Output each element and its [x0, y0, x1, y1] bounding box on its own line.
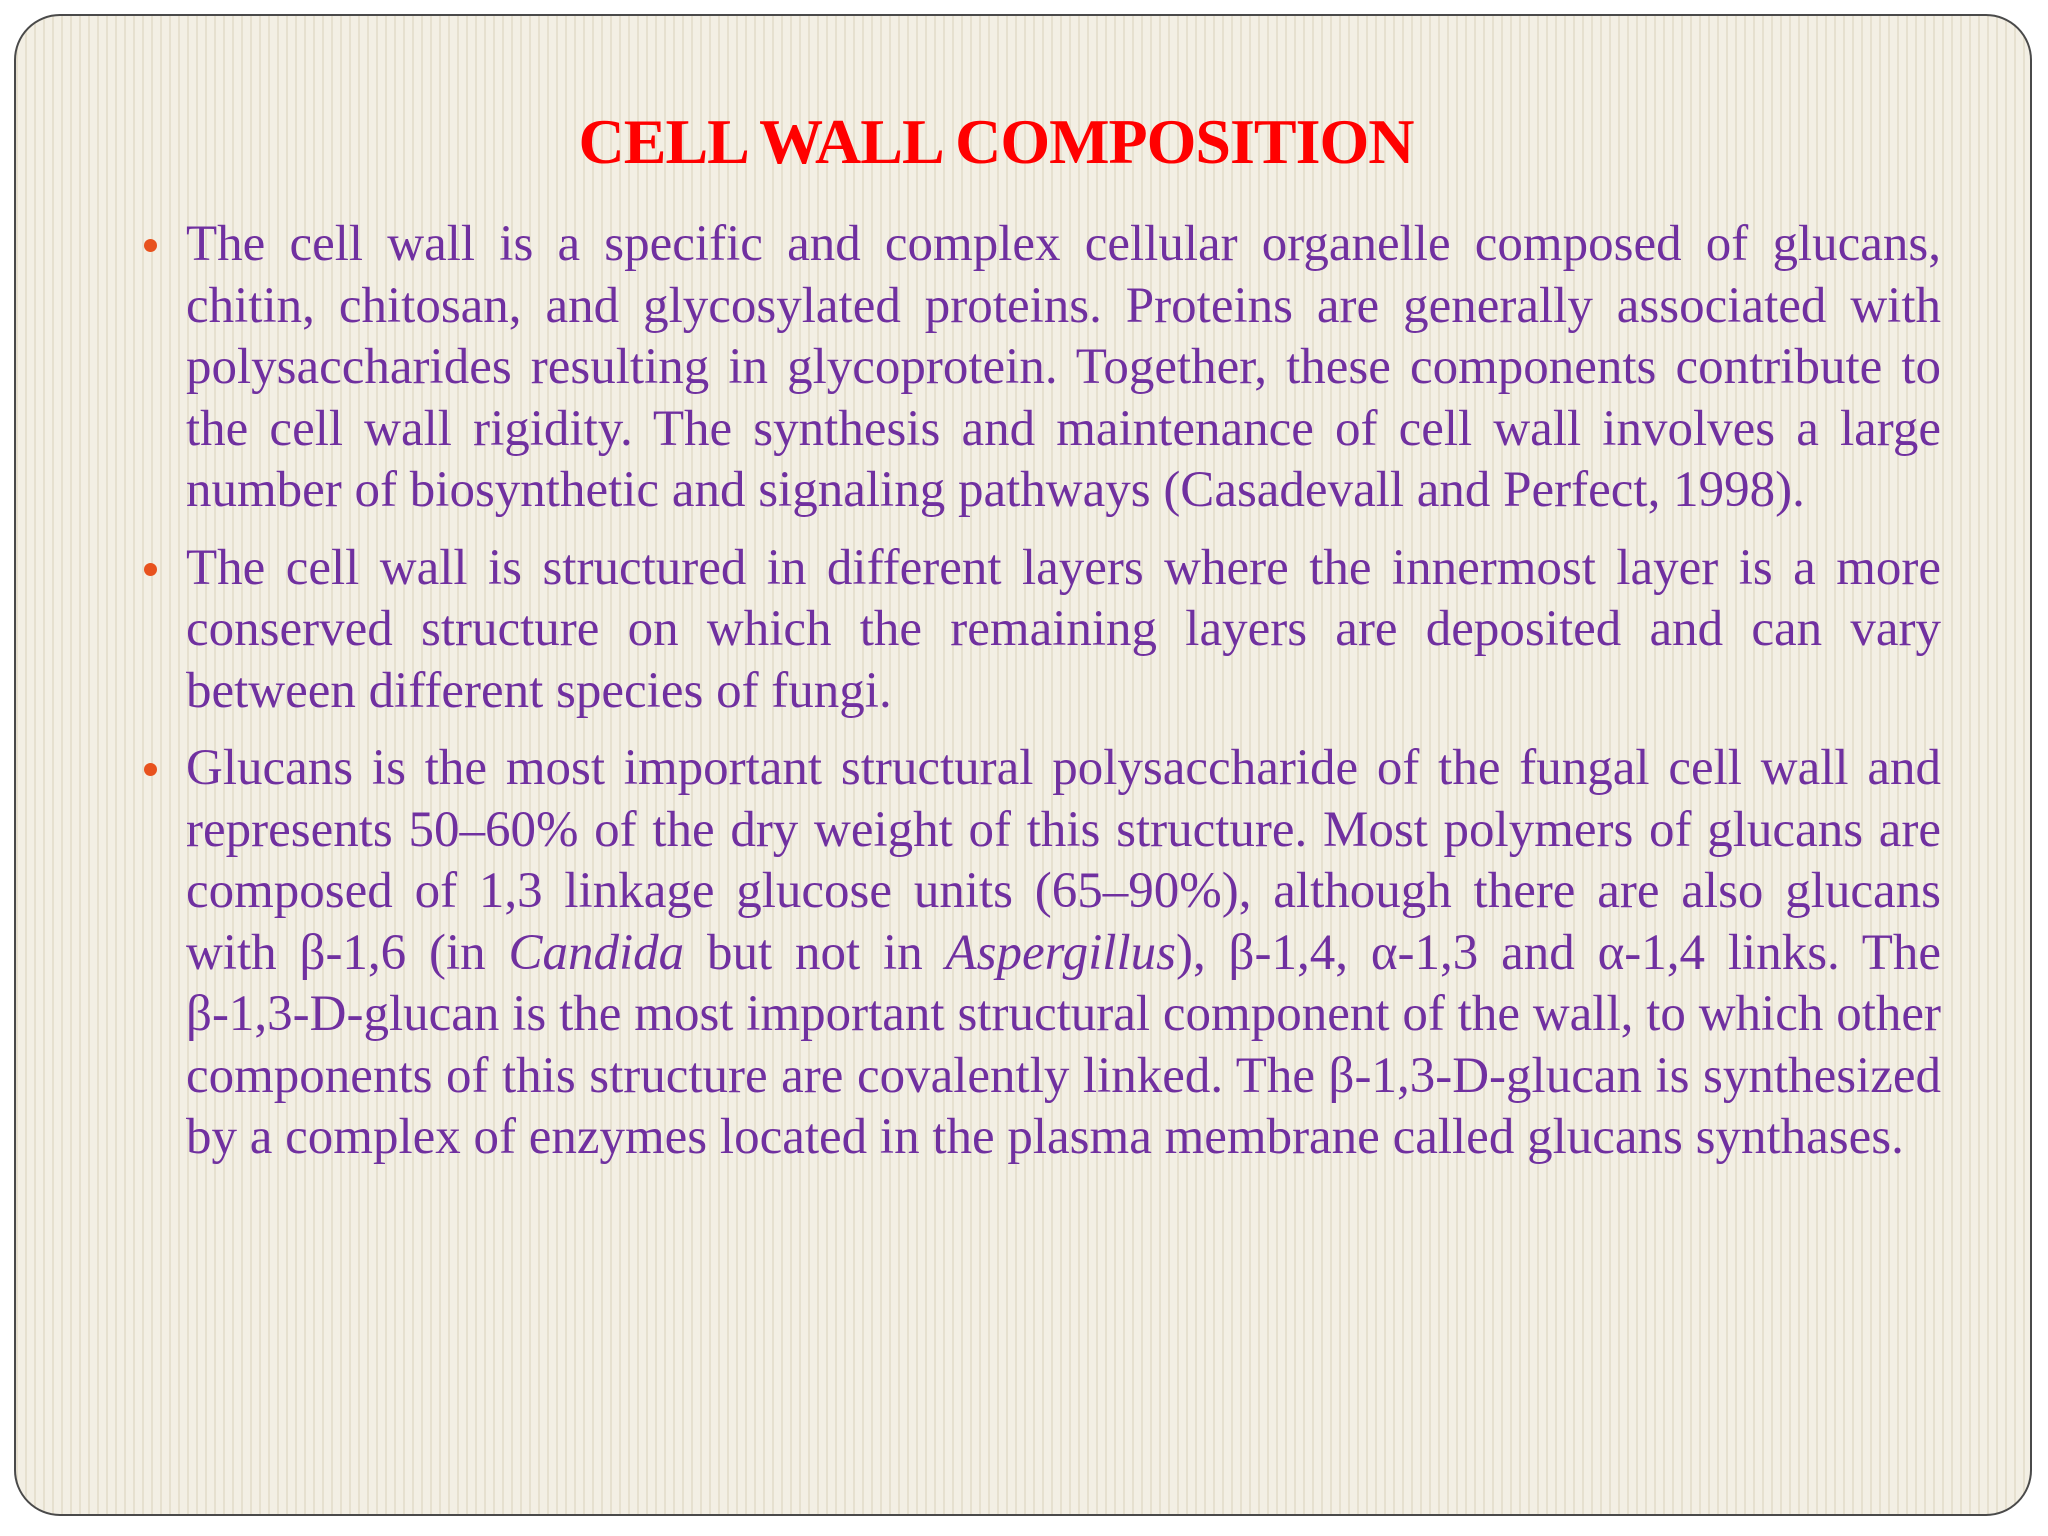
- slide-frame: [14, 14, 2032, 1516]
- bullet-item-cell-wall-layers: [186, 538, 1941, 723]
- bullet-text-part: but not in: [684, 924, 946, 981]
- bullet-text: The cell wall is structured in different layers where the innermost layer is a more conserved structure on which the remaining layers are deposited and can vary between different species of fungi.: [186, 539, 1941, 719]
- species-name-aspergillus: Aspergillus: [945, 924, 1176, 981]
- bullet-text-part: Glucans is the most important structural polysaccharide of the fungal cell wall and represents 50–60% of the dry weight of this structure. Most polymers of glucans are composed of 1,3 linkage glucose units (65–90%), although there are also glucans with β-1,6 (in: [186, 740, 1941, 981]
- species-name-candida: Candida: [508, 924, 685, 981]
- bullet-dot-icon: [144, 763, 157, 776]
- bullet-item-cell-wall-definition: [186, 214, 1941, 522]
- bullet-dot-icon: [144, 239, 157, 252]
- bullet-text-part: ), β-1,4, α-1,3 and α-1,4 links. The β-1,3-D-glucan is the most important structural component of the wall, to which other components of this structure are covalently linked. The β-1,3-D-glucan is synthesized by a complex of enzymes located in the plasma membrane called glucans synthases.: [186, 924, 1941, 1165]
- slide-title: CELL WALL COMPOSITION: [578, 106, 1414, 177]
- bullet-list: [186, 214, 1941, 1185]
- bullet-text: The cell wall is a specific and complex cellular organelle composed of glucans, chitin, chitosan, and glycosylated proteins. Proteins are generally associated with polysaccharides resulting in glycoprotein. Together, these components contribute to the cell wall rigidity. The synthesis and maintenance of cell wall involves a large number of biosynthetic and signaling pathways (Casadevall and Perfect, 1998).: [186, 216, 1941, 518]
- bullet-item-glucans: [186, 738, 1941, 1169]
- bullet-dot-icon: [144, 563, 157, 576]
